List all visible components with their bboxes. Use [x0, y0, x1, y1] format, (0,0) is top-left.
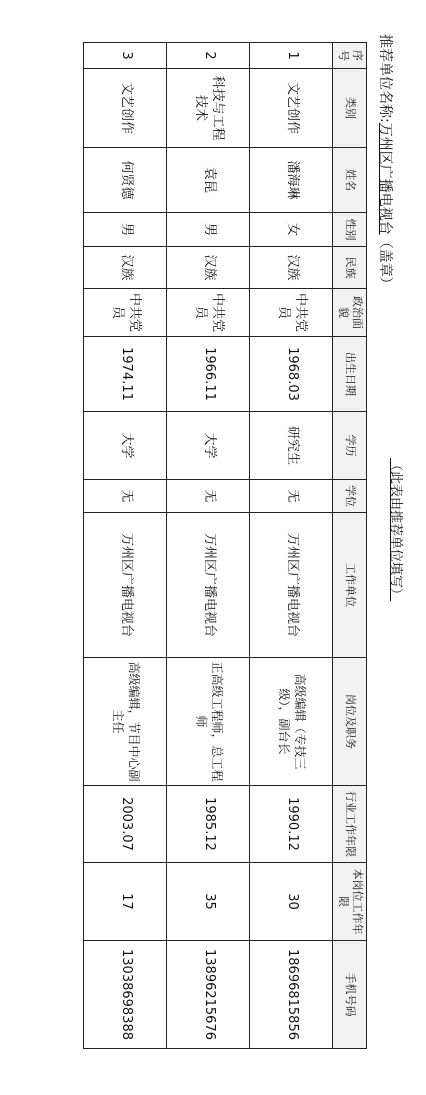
title-line	[376, 34, 396, 291]
col-gender: 性别	[333, 213, 367, 247]
cell-post-years: 30	[250, 863, 333, 941]
cell-name: 袁昆	[167, 148, 250, 213]
cell-birth: 1966.11	[167, 337, 250, 412]
cell-politics: 中共党员	[84, 289, 167, 337]
cell-politics: 中共党员	[250, 289, 333, 337]
col-category: 类别	[333, 69, 367, 148]
cell-degree: 无	[84, 480, 167, 513]
cell-gender: 女	[250, 213, 333, 247]
cell-name: 潘海琳	[250, 148, 333, 213]
cell-industry-start: 1985.12	[167, 786, 250, 863]
col-ethnicity: 民族	[333, 247, 367, 289]
col-politics: 政治面貌	[333, 289, 367, 337]
cell-phone: 13896215676	[167, 941, 250, 1049]
cell-position: 正高级工程师，总工程师	[167, 658, 250, 786]
cell-no: 3	[84, 43, 167, 69]
cell-employer: 万州区广播电视台	[167, 513, 250, 658]
recommendation-table	[83, 42, 367, 1049]
col-no: 序号	[333, 43, 367, 69]
fill-note: （此表由推荐单位填写）	[388, 458, 403, 602]
col-name: 姓名	[333, 148, 367, 213]
cell-post-years: 35	[167, 863, 250, 941]
cell-education: 大学	[167, 412, 250, 480]
header-row	[333, 43, 367, 1049]
col-degree: 学位	[333, 480, 367, 513]
cell-post-years: 17	[84, 863, 167, 941]
unit-name: 万州区广播电视台	[377, 122, 393, 235]
unit-label: 推荐单位名称:	[377, 34, 393, 123]
cell-industry-start: 1990.12	[250, 786, 333, 863]
cell-industry-start: 2003.07	[84, 786, 167, 863]
cell-employer: 万州区广播电视台	[250, 513, 333, 658]
table-row	[250, 43, 333, 1049]
cell-no: 1	[250, 43, 333, 69]
cell-name: 何贤德	[84, 148, 167, 213]
table-row	[167, 43, 250, 1049]
col-birth: 出生日期	[333, 337, 367, 412]
cell-position: 高级编辑（专技三级），副台长	[250, 658, 333, 786]
cell-position: 高级编辑，节目中心副主任	[84, 658, 167, 786]
table-row	[84, 43, 167, 1049]
cell-degree: 无	[167, 480, 250, 513]
col-education: 学历	[333, 412, 367, 480]
cell-phone: 13038698388	[84, 941, 167, 1049]
cell-ethnicity: 汉族	[84, 247, 167, 289]
col-post-years: 本岗位工作年限	[333, 863, 367, 941]
cell-category: 文艺创作	[84, 69, 167, 148]
cell-category: 文艺创作	[250, 69, 333, 148]
cell-phone: 18696815856	[250, 941, 333, 1049]
cell-birth: 1968.03	[250, 337, 333, 412]
cell-category: 科技与工程技术	[167, 69, 250, 148]
cell-no: 2	[167, 43, 250, 69]
cell-education: 大学	[84, 412, 167, 480]
cell-ethnicity: 汉族	[250, 247, 333, 289]
cell-employer: 万州区广播电视台	[84, 513, 167, 658]
cell-gender: 男	[167, 213, 250, 247]
cell-birth: 1974.11	[84, 337, 167, 412]
col-phone: 手机号码	[333, 941, 367, 1049]
cell-degree: 无	[250, 480, 333, 513]
col-industry-years: 行业工作年限	[333, 786, 367, 863]
cell-gender: 男	[84, 213, 167, 247]
cell-education: 研究生	[250, 412, 333, 480]
col-employer: 工作单位	[333, 513, 367, 658]
cell-politics: 中共党员	[167, 289, 250, 337]
col-position: 岗位及职务	[333, 658, 367, 786]
seal-text: （盖章）	[377, 234, 393, 291]
cell-ethnicity: 汉族	[167, 247, 250, 289]
